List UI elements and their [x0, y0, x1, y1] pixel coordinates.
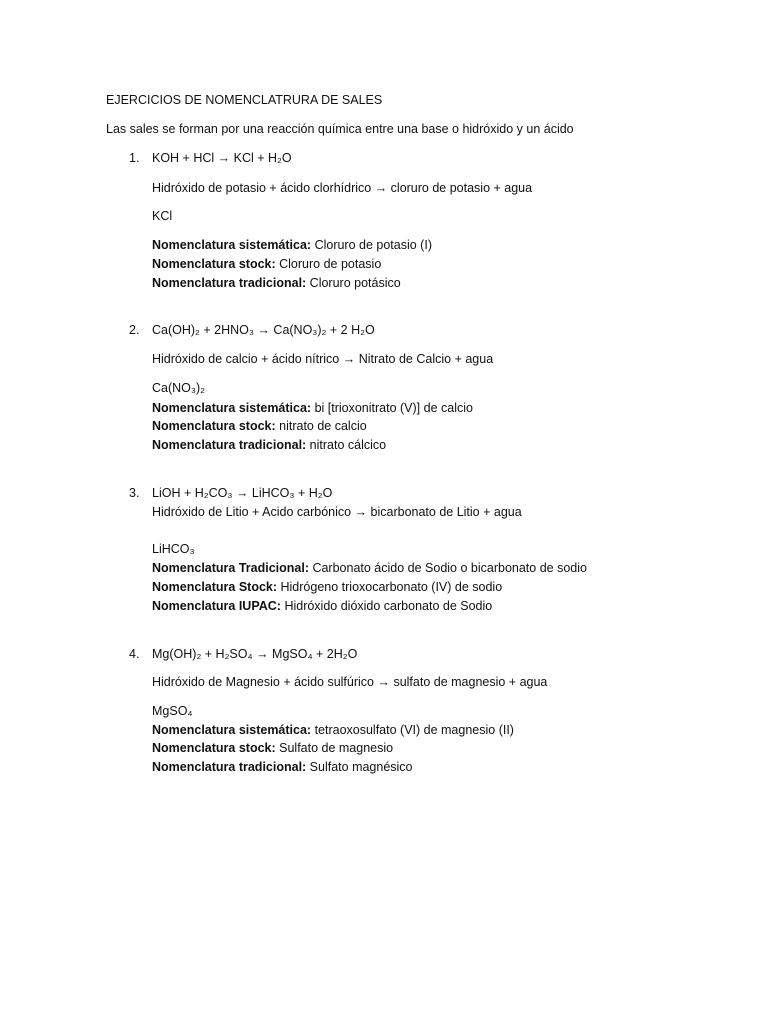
exercise-formula: LiHCO₃: [152, 542, 195, 556]
nomenclature-value: Sulfato magnésico: [306, 760, 413, 774]
nomenclature-line: [152, 237, 432, 253]
nomenclature-label: Nomenclatura IUPAC:: [152, 599, 281, 613]
exercise-equation: KOH + HCl → KCl + H₂O: [152, 151, 292, 165]
exercise-equation: Ca(OH)₂ + 2HNO₃ → Ca(NO₃)₂ + 2 H₂O: [152, 323, 375, 337]
nomenclature-value: Cloruro de potasio: [275, 257, 382, 271]
exercise-word-equation: Hidróxido de calcio + ácido nítrico → Nitrato de Calcio + agua: [152, 352, 494, 366]
exercise-word-equation: Hidróxido de Litio + Acido carbónico → bicarbonato de Litio + agua: [152, 505, 522, 519]
exercise-equation: LiOH + H₂CO₃ → LiHCO₃ + H₂O: [152, 486, 333, 500]
nomenclature-value: Cloruro de potasio (I): [311, 238, 432, 252]
nomenclature-label: Nomenclatura stock:: [152, 419, 276, 433]
document-title: EJERCICIOS DE NOMENCLATRURA DE SALES: [106, 93, 383, 107]
nomenclature-label: Nomenclatura tradicional:: [152, 760, 307, 774]
nomenclature-label: Nomenclatura tradicional:: [152, 438, 307, 452]
nomenclature-label: Nomenclatura tradicional:: [152, 276, 307, 290]
nomenclature-line: [152, 418, 367, 434]
exercise-number: 1.: [129, 151, 140, 165]
nomenclature-value: Sulfato de magnesio: [275, 741, 394, 755]
nomenclature-label: Nomenclatura Tradicional:: [152, 561, 309, 575]
exercise-formula: MgSO₄: [152, 704, 193, 718]
nomenclature-value: Cloruro potásico: [306, 276, 401, 290]
exercise-equation: Mg(OH)₂ + H₂SO₄ → MgSO₄ + 2H₂O: [152, 647, 358, 661]
exercise-number: 2.: [129, 323, 140, 337]
nomenclature-value: Hidróxido dióxido carbonato de Sodio: [280, 599, 493, 613]
nomenclature-line: [152, 722, 514, 738]
exercise-word-equation: Hidróxido de Magnesio + ácido sulfúrico → sulfato de magnesio + agua: [152, 675, 548, 689]
nomenclature-label: Nomenclatura sistemática:: [152, 401, 312, 415]
nomenclature-label: Nomenclatura Stock:: [152, 580, 278, 594]
nomenclature-line: [152, 579, 502, 595]
nomenclature-line: [152, 598, 492, 614]
nomenclature-value: nitrato de calcio: [275, 419, 367, 433]
nomenclature-line: [152, 437, 386, 453]
nomenclature-label: Nomenclatura sistemática:: [152, 723, 312, 737]
exercise-formula: Ca(NO₃)₂: [152, 381, 205, 395]
nomenclature-value: tetraoxosulfato (VI) de magnesio (II): [311, 723, 514, 737]
intro-text: Las sales se forman por una reacción química entre una base o hidróxido y un ácido: [106, 122, 574, 136]
nomenclature-label: Nomenclatura stock:: [152, 741, 276, 755]
nomenclature-line: [152, 740, 393, 756]
exercise-formula: KCl: [152, 209, 173, 223]
nomenclature-line: [152, 275, 401, 291]
exercise-word-equation: Hidróxido de potasio + ácido clorhídrico → cloruro de potasio + agua: [152, 181, 533, 195]
nomenclature-value: Hidrógeno trioxocarbonato (IV) de sodio: [277, 580, 503, 594]
nomenclature-label: Nomenclatura sistemática:: [152, 238, 312, 252]
nomenclature-line: [152, 256, 381, 272]
nomenclature-value: bi [trioxonitrato (V)] de calcio: [311, 401, 473, 415]
exercise-number: 3.: [129, 486, 140, 500]
nomenclature-line: [152, 560, 587, 576]
nomenclature-line: [152, 400, 473, 416]
nomenclature-value: nitrato cálcico: [306, 438, 387, 452]
nomenclature-label: Nomenclatura stock:: [152, 257, 276, 271]
exercise-number: 4.: [129, 647, 140, 661]
nomenclature-line: [152, 759, 413, 775]
nomenclature-value: Carbonato ácido de Sodio o bicarbonato de sodio: [308, 561, 587, 575]
